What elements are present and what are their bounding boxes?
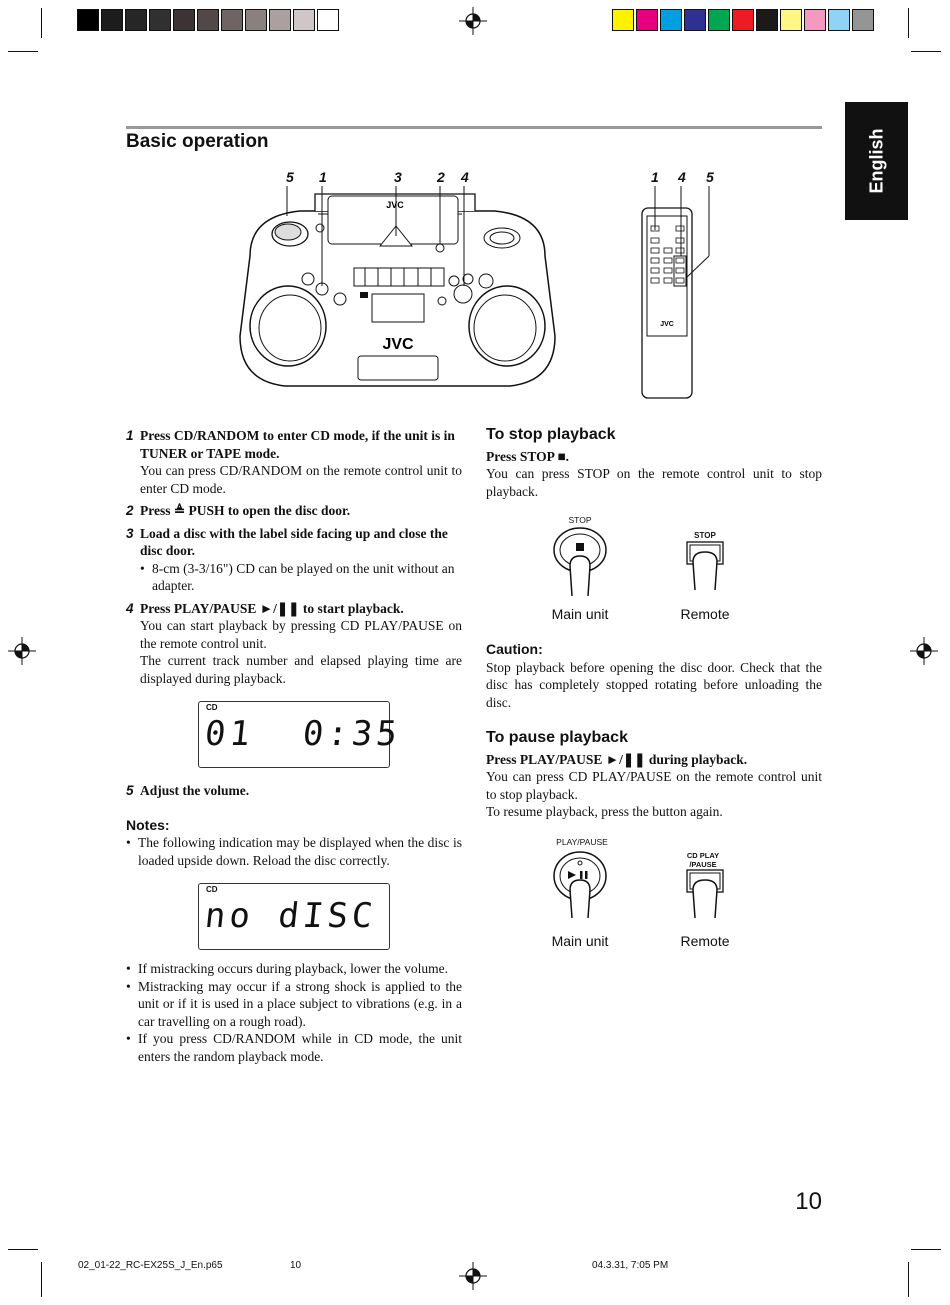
step-2	[126, 502, 462, 520]
registration-mark-icon	[459, 1262, 487, 1290]
remote-callout: 5	[706, 169, 714, 185]
color-swatch	[77, 9, 99, 31]
color-swatch	[780, 9, 802, 31]
registration-mark-icon	[459, 7, 487, 35]
step-1	[126, 427, 462, 497]
remote-control-illustration	[636, 186, 716, 400]
pause-section	[486, 729, 822, 821]
crop-mark	[911, 51, 941, 52]
pause-heading: To pause playback	[486, 729, 628, 746]
step-4	[126, 600, 462, 688]
display-mode-label: CD	[206, 885, 218, 894]
stop-section	[486, 426, 822, 500]
color-swatch	[101, 9, 123, 31]
unit-callout: 1	[319, 169, 327, 185]
caution-section	[486, 641, 822, 711]
color-swatch	[660, 9, 682, 31]
pause-remote-label: CD PLAY /PAUSE	[686, 851, 720, 869]
brand-label: JVC	[382, 336, 414, 353]
footer-file: 02_01-22_RC-EX25S_J_En.p65	[78, 1260, 223, 1271]
color-swatch	[221, 9, 243, 31]
pause-detail: To resume playback, press the button again.	[486, 804, 723, 819]
display-readout: 01 0:35	[202, 714, 403, 754]
step-instruction: Press CD/RANDOM to enter CD mode, if the unit is in TUNER or TAPE mode.	[140, 428, 455, 461]
page-title: Basic operation	[126, 131, 269, 152]
step-number: 3	[126, 525, 134, 541]
step-instruction: Load a disc with the label side facing up and close the disc door.	[140, 525, 448, 558]
step-bullet: • 8-cm (3-3/16") CD can be played on the unit without an adapter.	[140, 560, 462, 595]
crop-mark	[8, 51, 38, 52]
step-3	[126, 525, 462, 595]
display-mode-label: CD	[206, 703, 218, 712]
title-rule	[126, 126, 822, 129]
registration-mark-icon	[910, 637, 938, 665]
color-swatch	[293, 9, 315, 31]
caution-text: Stop playback before opening the disc door. Check that the disc has completely stopped rotating before unloading the disc.	[486, 659, 822, 710]
step-number: 1	[126, 428, 134, 443]
step-detail: You can press CD/RANDOM on the remote control unit to enter CD mode.	[140, 463, 462, 496]
cd-display-no-disc	[198, 883, 390, 950]
unit-callout: 3	[394, 169, 402, 185]
stop-heading: To stop playback	[486, 426, 616, 443]
stop-caption-main: Main unit	[551, 606, 609, 622]
note-item: • The following indication may be displayed when the disc is loaded upside down. Reload the disc correctly.	[126, 834, 462, 869]
left-column	[126, 427, 462, 687]
stop-instruction: Press STOP ■.	[486, 448, 570, 464]
color-swatch	[828, 9, 850, 31]
display-readout: no dISC	[202, 896, 379, 936]
step-number: 2	[126, 503, 134, 518]
remote-callout: 1	[651, 169, 659, 185]
color-swatch	[708, 9, 730, 31]
crop-mark	[41, 8, 42, 38]
note-item: • Mistracking may occur if a strong shock is applied to the unit or if it is used in a place subject to vibrations (e.g. in a car travelling on a rough road).	[126, 978, 462, 1031]
unit-callout: 2	[437, 169, 445, 185]
cd-player-illustration	[230, 186, 565, 396]
cd-display-playing	[198, 701, 403, 768]
crop-mark	[911, 1249, 941, 1250]
caution-heading: Caution:	[486, 641, 543, 657]
color-swatch	[684, 9, 706, 31]
color-swatch	[269, 9, 291, 31]
language-tab	[845, 102, 908, 220]
stop-remote-label: STOP	[694, 531, 716, 540]
color-swatch	[245, 9, 267, 31]
pause-caption-remote: Remote	[680, 933, 730, 949]
color-swatch	[732, 9, 754, 31]
color-swatch	[756, 9, 778, 31]
note-item: • If mistracking occurs during playback, lower the volume.	[126, 960, 462, 978]
brand-label: JVC	[660, 321, 674, 328]
registration-mark-icon	[8, 637, 36, 665]
footer-page: 10	[290, 1260, 302, 1271]
step-5-block	[126, 782, 462, 869]
crop-mark	[908, 8, 909, 38]
color-swatch	[852, 9, 874, 31]
crop-mark	[8, 1249, 38, 1250]
page-number: 10	[795, 1188, 822, 1215]
note-item: • If you press CD/RANDOM while in CD mode, the unit enters the random playback mode.	[126, 1030, 462, 1065]
color-swatch	[636, 9, 658, 31]
stop-button-remote-illustration	[685, 540, 725, 592]
crop-mark	[908, 1262, 909, 1297]
color-swatch	[804, 9, 826, 31]
color-swatch	[317, 9, 339, 31]
step-detail: The current track number and elapsed playing time are displayed during playback.	[140, 653, 462, 686]
pause-main-label: PLAY/PAUSE	[556, 837, 608, 847]
color-bar	[612, 9, 876, 31]
step-instruction: Press ≜ PUSH to open the disc door.	[140, 503, 351, 518]
pause-caption-main: Main unit	[551, 933, 609, 949]
unit-callout: 5	[286, 169, 294, 185]
stop-button-main-illustration	[550, 526, 610, 598]
stop-main-label: STOP	[568, 515, 592, 525]
notes-heading: Notes:	[126, 816, 170, 833]
color-swatch	[149, 9, 171, 31]
step-instruction: Press PLAY/PAUSE ►/❚❚ to start playback.	[140, 600, 404, 616]
pause-instruction: Press PLAY/PAUSE ►/❚❚ during playback.	[486, 751, 748, 767]
footer-date: 04.3.31, 7:05 PM	[592, 1260, 669, 1271]
play-pause-button-main-illustration	[550, 848, 610, 920]
play-pause-button-remote-illustration	[685, 868, 725, 920]
stop-caption-remote: Remote	[680, 606, 730, 622]
color-swatch	[197, 9, 219, 31]
color-swatch	[173, 9, 195, 31]
step-number: 4	[126, 600, 134, 616]
grayscale-bar	[77, 9, 341, 31]
color-swatch	[612, 9, 634, 31]
brand-label: JVC	[386, 200, 404, 210]
notes-continued	[126, 960, 462, 1065]
language-tab-label: English	[866, 128, 886, 194]
remote-callout: 4	[678, 169, 686, 185]
step-number: 5	[126, 783, 134, 798]
crop-mark	[41, 1262, 42, 1297]
color-swatch	[125, 9, 147, 31]
stop-detail: You can press STOP on the remote control unit to stop playback.	[486, 466, 822, 499]
pause-detail: You can press CD PLAY/PAUSE on the remote control unit to stop playback.	[486, 769, 822, 802]
step-detail: You can start playback by pressing CD PLAY/PAUSE on the remote control unit.	[140, 618, 462, 651]
step-5	[126, 782, 462, 800]
unit-callout: 4	[461, 169, 469, 185]
step-instruction: Adjust the volume.	[140, 783, 250, 798]
